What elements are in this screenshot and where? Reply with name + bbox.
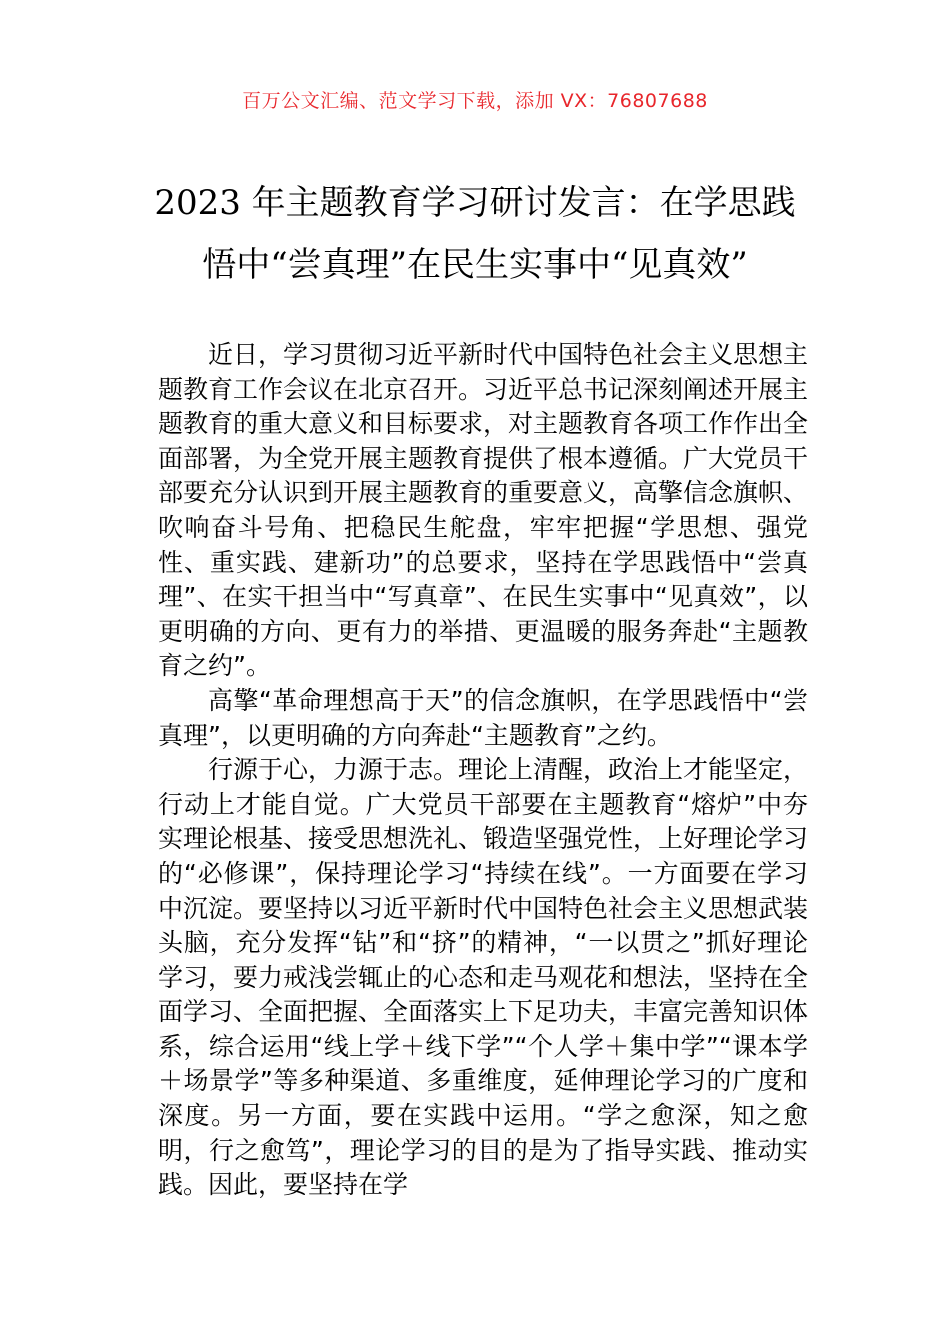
paragraph-2: 高擎“革命理想高于天”的信念旗帜，在学思践悟中“尝真理”，以更明确的方向奔赴“主题教育”之约。 [158, 685, 808, 750]
paragraph-3: 行源于心，力源于志。理论上清醒，政治上才能坚定，行动上才能自觉。广大党员干部要在主题教育“熔炉”中夯实理论根基、接受思想洗礼、锻造坚强党性，上好理论学习的“必修课”，保持理论学习“持续在线”。一方面要在学习中沉淀。要坚持以习近平新时代中国特色社会主义思想武装头脑，充分发挥“钻”和“挤”的精神，“一以贯之”抓好理论学习，要力戒浅尝辄止的心态和走马观花和想法，坚持在全面学习、全面把握、全面落实上下足功夫，丰富完善知识体系，综合运用“线上学＋线下学”“个人学＋集中学”“课本学＋场景学”等多种渠道、多重维度，延伸理论学习的广度和深度。另一方面，要在实践中运用。“学之愈深，知之愈明，行之愈笃”，理论学习的目的是为了指导实践、推动实践。因此，要坚持在学 [158, 755, 809, 1200]
title-line-2: 悟中“尝真理”在民生实事中“见真效” [202, 245, 748, 285]
title-line-1: 2023 年主题教育学习研讨发言：在学思践 [154, 183, 796, 223]
document-title [140, 172, 810, 296]
document-body [158, 338, 808, 1203]
header-watermark-note: 百万公文汇编、范文学习下载，添加 VX：76807688 [242, 90, 708, 112]
paragraph-1: 近日，学习贯彻习近平新时代中国特色社会主义思想主题教育工作会议在北京召开。习近平总书记深刻阐述开展主题教育的重大意义和目标要求，对主题教育各项工作作出全面部署，为全党开展主题教育提供了根本遵循。广大党员干部要充分认识到开展主题教育的重要意义，高擎信念旗帜、吹响奋斗号角、把稳民生舵盘，牢牢把握“学思想、强党性、重实践、建新功”的总要求，坚持在学思践悟中“尝真理”、在实干担当中“写真章”、在民生实事中“见真效”，以更明确的方向、更有力的举措、更温暖的服务奔赴“主题教育之约”。 [158, 340, 809, 681]
